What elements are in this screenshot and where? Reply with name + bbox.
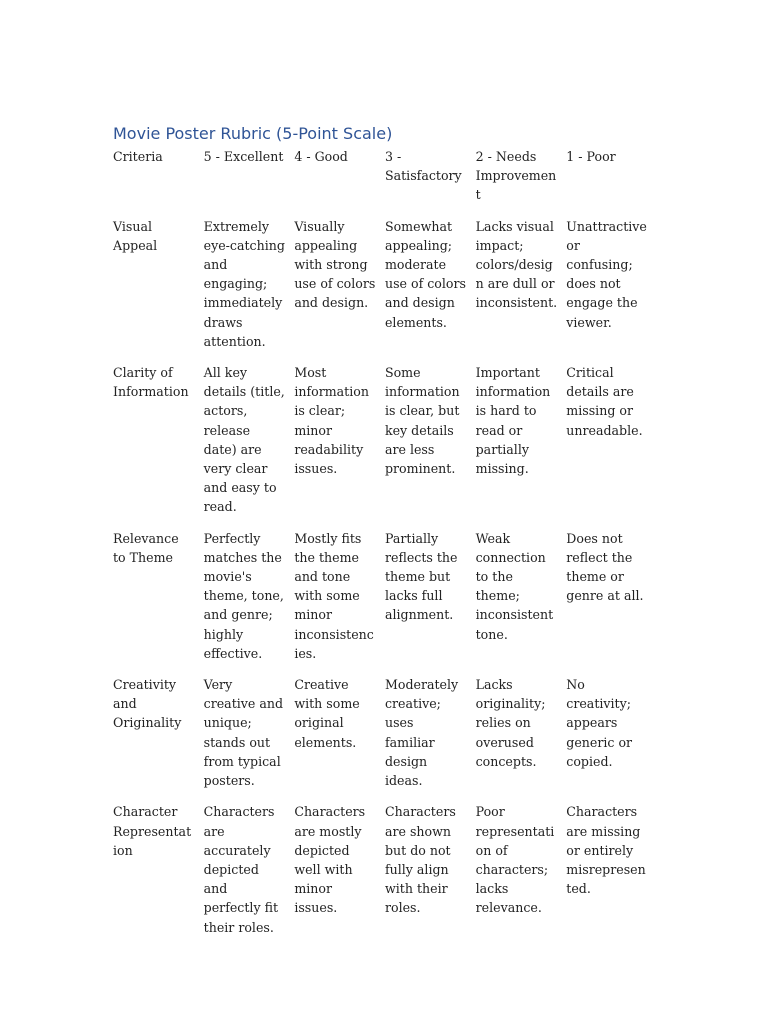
table-header-row <box>108 147 652 217</box>
header-cell-criteria: Criteria <box>113 149 163 164</box>
rating-cell: Visually appealing with strong use of colors and design. <box>294 218 376 311</box>
rating-cell: Poor representation of characters; lacks relevance. <box>475 804 555 916</box>
rating-cell: Very creative and unique; stands out from typical posters. <box>203 677 284 789</box>
criteria-cell: Clarity of Information <box>113 365 189 400</box>
rating-cell: Moderately creative; uses familiar design ideas. <box>384 677 459 789</box>
header-cell-excellent: 5 - Excellent <box>203 149 284 164</box>
rating-cell: Some information is clear, but key details are less prominent. <box>384 365 460 477</box>
document-title: Movie Poster Rubric (5-Point Scale) <box>113 124 393 143</box>
rating-cell: Critical details are missing or unreadable. <box>566 365 643 438</box>
rating-cell: Lacks originality; relies on overused concepts. <box>475 677 546 769</box>
header-cell-needs-improvement: 2 - Needs Improvement <box>475 149 557 203</box>
rating-cell: Characters are mostly depicted well with minor issues. <box>294 804 366 916</box>
criteria-cell: Character Representation <box>113 804 192 858</box>
header-cell-good: 4 - Good <box>294 149 348 164</box>
header-cell-satisfactory: 3 - Satisfactory <box>384 149 462 184</box>
rating-cell: Characters are accurately depicted and perfectly fit their roles. <box>203 804 279 935</box>
rating-cell: Unattractive or confusing; does not engage the viewer. <box>566 218 647 330</box>
criteria-cell: Relevance to Theme <box>113 530 179 565</box>
table-row <box>108 675 652 802</box>
criteria-cell: Creativity and Originality <box>113 677 182 731</box>
rating-cell: Characters are shown but do not fully align with their roles. <box>384 804 456 916</box>
rating-cell: Does not reflect the theme or genre at all. <box>566 530 644 604</box>
rating-cell: Characters are missing or entirely misrepresented. <box>566 804 646 897</box>
header-cell-poor: 1 - Poor <box>566 149 616 164</box>
rating-cell: Partially reflects the theme but lacks full alignment. <box>384 530 458 623</box>
rating-cell: Perfectly matches the movie's theme, tone, and genre; highly effective. <box>203 530 284 661</box>
criteria-cell: Visual Appeal <box>113 218 158 253</box>
table-row <box>108 802 652 948</box>
rating-cell: Extremely eye-catching and engaging; immediately draws attention. <box>203 218 285 349</box>
rubric-table <box>108 147 652 949</box>
rating-cell: Mostly fits the theme and tone with some minor inconsistencies. <box>294 530 374 661</box>
rating-cell: Most information is clear; minor readability issues. <box>294 365 369 477</box>
table-row <box>108 529 652 675</box>
rating-cell: All key details (title, actors, release date) are very clear and easy to read. <box>203 365 285 515</box>
rating-cell: Important information is hard to read or partially missing. <box>475 365 551 477</box>
rating-cell: No creativity; appears generic or copied. <box>566 677 633 769</box>
rating-cell: Creative with some original elements. <box>294 677 360 750</box>
rating-cell: Somewhat appealing; moderate use of colors and design elements. <box>384 218 466 330</box>
table-row <box>108 363 652 529</box>
rating-cell: Weak connection to the theme; inconsistent tone. <box>475 530 554 642</box>
table-row <box>108 217 652 363</box>
rating-cell: Lacks visual impact; colors/design are dull or inconsistent. <box>475 218 558 311</box>
